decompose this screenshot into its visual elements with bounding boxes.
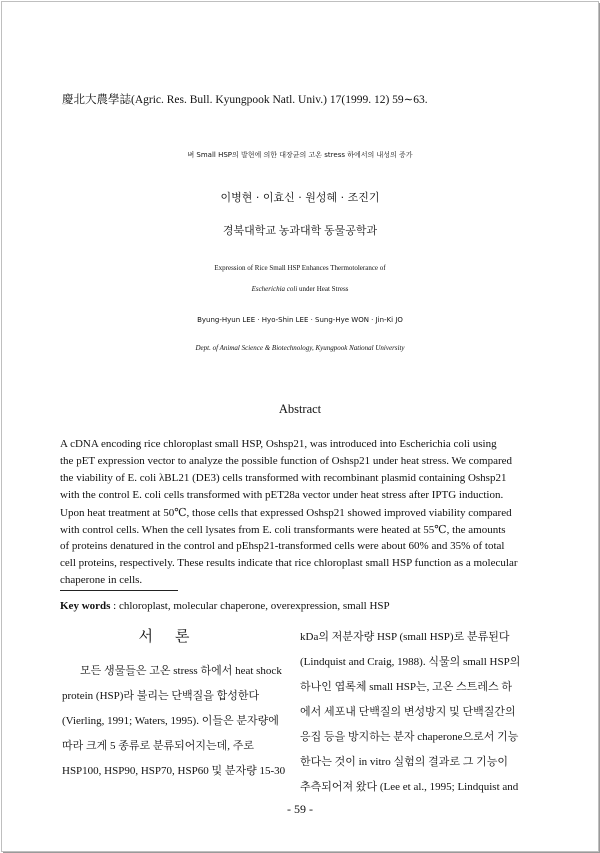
body-left-line: protein (HSP)라 불리는 단백질을 합성한다: [62, 690, 260, 702]
body-right-line: 추측되어져 왔다 (Lee et al., 1995; Lindquist and: [300, 781, 519, 793]
keywords: [60, 600, 390, 612]
keywords-divider: [60, 590, 178, 591]
english-title-species: Escherichia coli: [251, 285, 298, 293]
english-title-line-2: [0, 285, 600, 293]
body-left-line: (Vierling, 1991; Waters, 1995). 이들은 분자량에: [62, 715, 279, 727]
english-affiliation: Dept. of Animal Science & Biotechnology, Kyungpook National University: [195, 344, 405, 352]
abstract-line: A cDNA encoding rice chloroplast small HSP, Oshsp21, was introduced into Escherichia coli using: [60, 438, 497, 450]
section-title-introduction: 서론: [138, 627, 212, 645]
abstract-line: Upon heat treatment at 50℃, those cells that expressed Oshsp21 showed improved viability compared: [60, 507, 512, 519]
abstract-line: of proteins denatured in the control and pEhsp21-transformed cells were about 60% and 35% of total: [60, 540, 505, 552]
abstract-line: chaperone in cells.: [60, 574, 143, 586]
korean-title: 벼 Small HSP의 발현에 의한 대장균의 고온 stress 하에서의 내성의 증가: [187, 151, 413, 159]
body-left-line: HSP100, HSP90, HSP70, HSP60 및 분자량 15-30: [62, 765, 286, 777]
abstract-line: the pET expression vector to analyze the possible function of Oshsp21 under heat stress. We compared: [60, 455, 513, 467]
body-right-line: 한다는 것이 in vitro 실험의 결과로 그 기능이: [300, 756, 508, 768]
abstract-line: cell proteins, respectively. These results indicate that rice chloroplast small HSP function as a molecular: [60, 557, 518, 569]
body-right-line: kDa의 저분자량 HSP (small HSP)로 분류된다: [300, 631, 510, 643]
english-title-line-1: Expression of Rice Small HSP Enhances Thermotolerance of: [214, 264, 386, 272]
body-left-line: 따라 크게 5 종류로 분류되어지는데, 주로: [62, 740, 255, 752]
keywords-label: Key words: [60, 600, 111, 612]
abstract-heading: Abstract: [278, 402, 322, 416]
korean-affiliation: 경북대학교 농과대학 동물공학과: [222, 225, 378, 237]
abstract-line: the viability of E. coli λBL21 (DE3) cells transformed with recombinant plasmid containing Oshsp21: [60, 472, 507, 484]
abstract-line: with the control E. coli cells transformed with pET28a vector under heat stress after IPTG induction.: [60, 489, 504, 501]
english-authors: Byung-Hyun LEE · Hyo-Shin LEE · Sung-Hye WON · Jin-Ki JO: [197, 316, 403, 324]
body-right-line: 하나인 엽록체 small HSP는, 고온 스트레스 하: [300, 681, 513, 693]
journal-citation: 慶北大農學誌(Agric. Res. Bull. Kyungpook Natl. Univ.) 17(1999. 12) 59∼63.: [62, 94, 428, 106]
body-right-line: 에서 세포내 단백질의 변성방지 및 단백질간의: [300, 706, 516, 718]
english-title-rest: under Heat Stress: [297, 285, 349, 293]
page-number: - 59 -: [287, 802, 313, 816]
korean-authors: 이병현 · 이효신 · 원성혜 · 조진기: [220, 191, 380, 204]
keywords-text: : chloroplast, molecular chaperone, overexpression, small HSP: [110, 600, 390, 612]
abstract-line: with control cells. When the cell lysates from E. coli transformants were heated at 55℃, the amounts: [60, 524, 506, 536]
body-left-line: 모든 생물들은 고온 stress 하에서 heat shock: [80, 665, 282, 677]
body-right-line: 응집 등을 방지하는 분자 chaperone으로서 기능: [300, 731, 519, 743]
body-right-line: (Lindquist and Craig, 1988). 식물의 small HSP의: [300, 656, 521, 668]
